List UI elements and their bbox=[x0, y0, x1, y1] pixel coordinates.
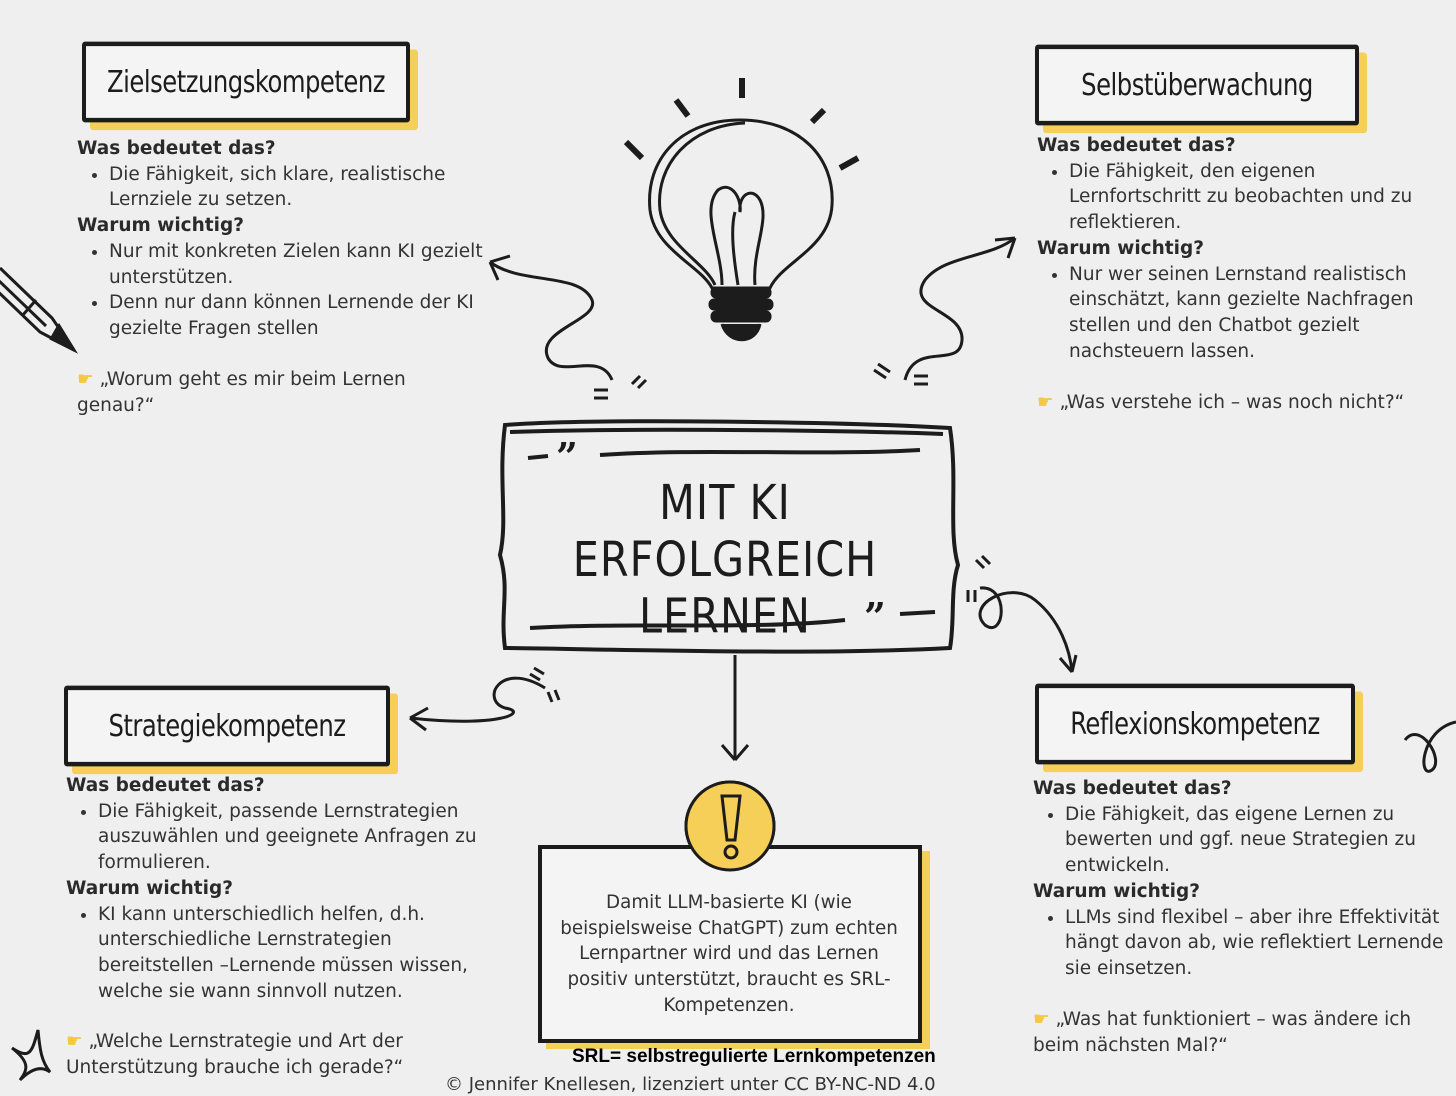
quote-zielsetzung bbox=[77, 367, 447, 419]
question-heading: Warum wichtig? bbox=[66, 877, 233, 899]
list-item: • Die Fähigkeit, das eigene Lernen zu bewerten und ggf. neue Strategien zu entwickeln. bbox=[1065, 802, 1448, 879]
section-strategie bbox=[66, 773, 494, 1004]
center-title-line-2: LERNEN bbox=[639, 587, 811, 645]
section-selbstueberwachung bbox=[1037, 133, 1449, 364]
question-heading: Was bedeutet das? bbox=[1033, 778, 1232, 799]
question-heading: Warum wichtig? bbox=[77, 215, 244, 237]
quote-text: „Was hat funktioniert – was ändere ich beim nächsten Mal?“ bbox=[1033, 1009, 1412, 1056]
section-zielsetzung bbox=[77, 136, 487, 342]
question-heading: Was bedeutet das? bbox=[77, 138, 276, 159]
pointing-hand-icon: ☛ bbox=[1037, 392, 1054, 413]
quote-reflexion bbox=[1033, 1007, 1443, 1059]
info-box-badge bbox=[680, 776, 780, 876]
sparkle-icon bbox=[12, 1030, 50, 1080]
title-strategie: Strategiekompetenz bbox=[64, 686, 390, 767]
list-item: • Die Fähigkeit, sich klare, realistische Lernziele zu setzen. bbox=[109, 162, 487, 213]
center-title bbox=[520, 474, 930, 644]
list-item: • KI kann unterschiedlich helfen, d.h. unterschiedliche Lernstrategien bereitstellen –Lernende müssen wissen, welche sie wann sinnvoll nutzen. bbox=[98, 902, 494, 1005]
quote-selbstueberwachung bbox=[1037, 390, 1447, 416]
list-item: • Die Fähigkeit, passende Lernstrategien auszuwählen und geeignete Anfragen zu formulieren. bbox=[98, 799, 494, 876]
list-item: • Denn nur dann können Lernende der KI gezielte Fragen stellen bbox=[109, 290, 487, 341]
title-reflexion: Reflexionskompetenz bbox=[1035, 684, 1355, 765]
svg-text:”: ” bbox=[864, 594, 886, 639]
quote-text: „Worum geht es mir beim Lernen genau?“ bbox=[77, 369, 406, 416]
svg-text:”: ” bbox=[556, 434, 578, 479]
copyright: © Jennifer Knellesen, lizenziert unter CC BY-NC-ND 4.0 bbox=[445, 1074, 936, 1095]
quote-strategie bbox=[66, 1029, 446, 1081]
list-item: • LLMs sind flexibel – aber ihre Effektivität hängt davon ab, wie reflektiert Lernende sie einsetzen. bbox=[1065, 905, 1448, 982]
question-heading: Was bedeutet das? bbox=[1037, 135, 1236, 156]
lightbulb-icon bbox=[626, 78, 858, 340]
question-heading: Warum wichtig? bbox=[1037, 237, 1204, 259]
srl-definition: SRL= selbstregulierte Lernkompetenzen bbox=[572, 1046, 936, 1067]
quote-text: „Was verstehe ich – was noch nicht?“ bbox=[1059, 392, 1405, 413]
section-reflexion bbox=[1033, 776, 1448, 982]
pointing-hand-icon: ☛ bbox=[66, 1031, 83, 1052]
title-selbstueberwachung: Selbstüberwachung bbox=[1035, 45, 1359, 126]
list-item: • Die Fähigkeit, den eigenen Lernfortschritt zu beobachten und zu reflektieren. bbox=[1069, 159, 1449, 236]
question-heading: Was bedeutet das? bbox=[66, 775, 265, 796]
pointing-hand-icon: ☛ bbox=[1033, 1009, 1050, 1030]
question-heading: Warum wichtig? bbox=[1033, 880, 1200, 902]
quote-text: „Welche Lernstrategie und Art der Unterstützung brauche ich gerade?“ bbox=[66, 1031, 404, 1078]
list-item: • Nur mit konkreten Zielen kann KI gezielt unterstützen. bbox=[109, 239, 487, 290]
center-title-line-1: MIT KI ERFOLGREICH bbox=[572, 473, 878, 588]
info-text: Damit LLM-basierte KI (wie beispielsweise ChatGPT) zum echten Lernpartner wird und das Lernen positiv unterstützt, braucht es SRL-Kompetenzen. bbox=[560, 892, 898, 1016]
pointing-hand-icon: ☛ bbox=[77, 369, 94, 390]
pencil-icon bbox=[0, 268, 74, 350]
title-zielsetzung: Zielsetzungskompetenz bbox=[82, 42, 410, 123]
list-item: • Nur wer seinen Lernstand realistisch einschätzt, kann gezielte Nachfragen stellen und den Chatbot gezielt nachsteuern lassen. bbox=[1069, 262, 1449, 365]
